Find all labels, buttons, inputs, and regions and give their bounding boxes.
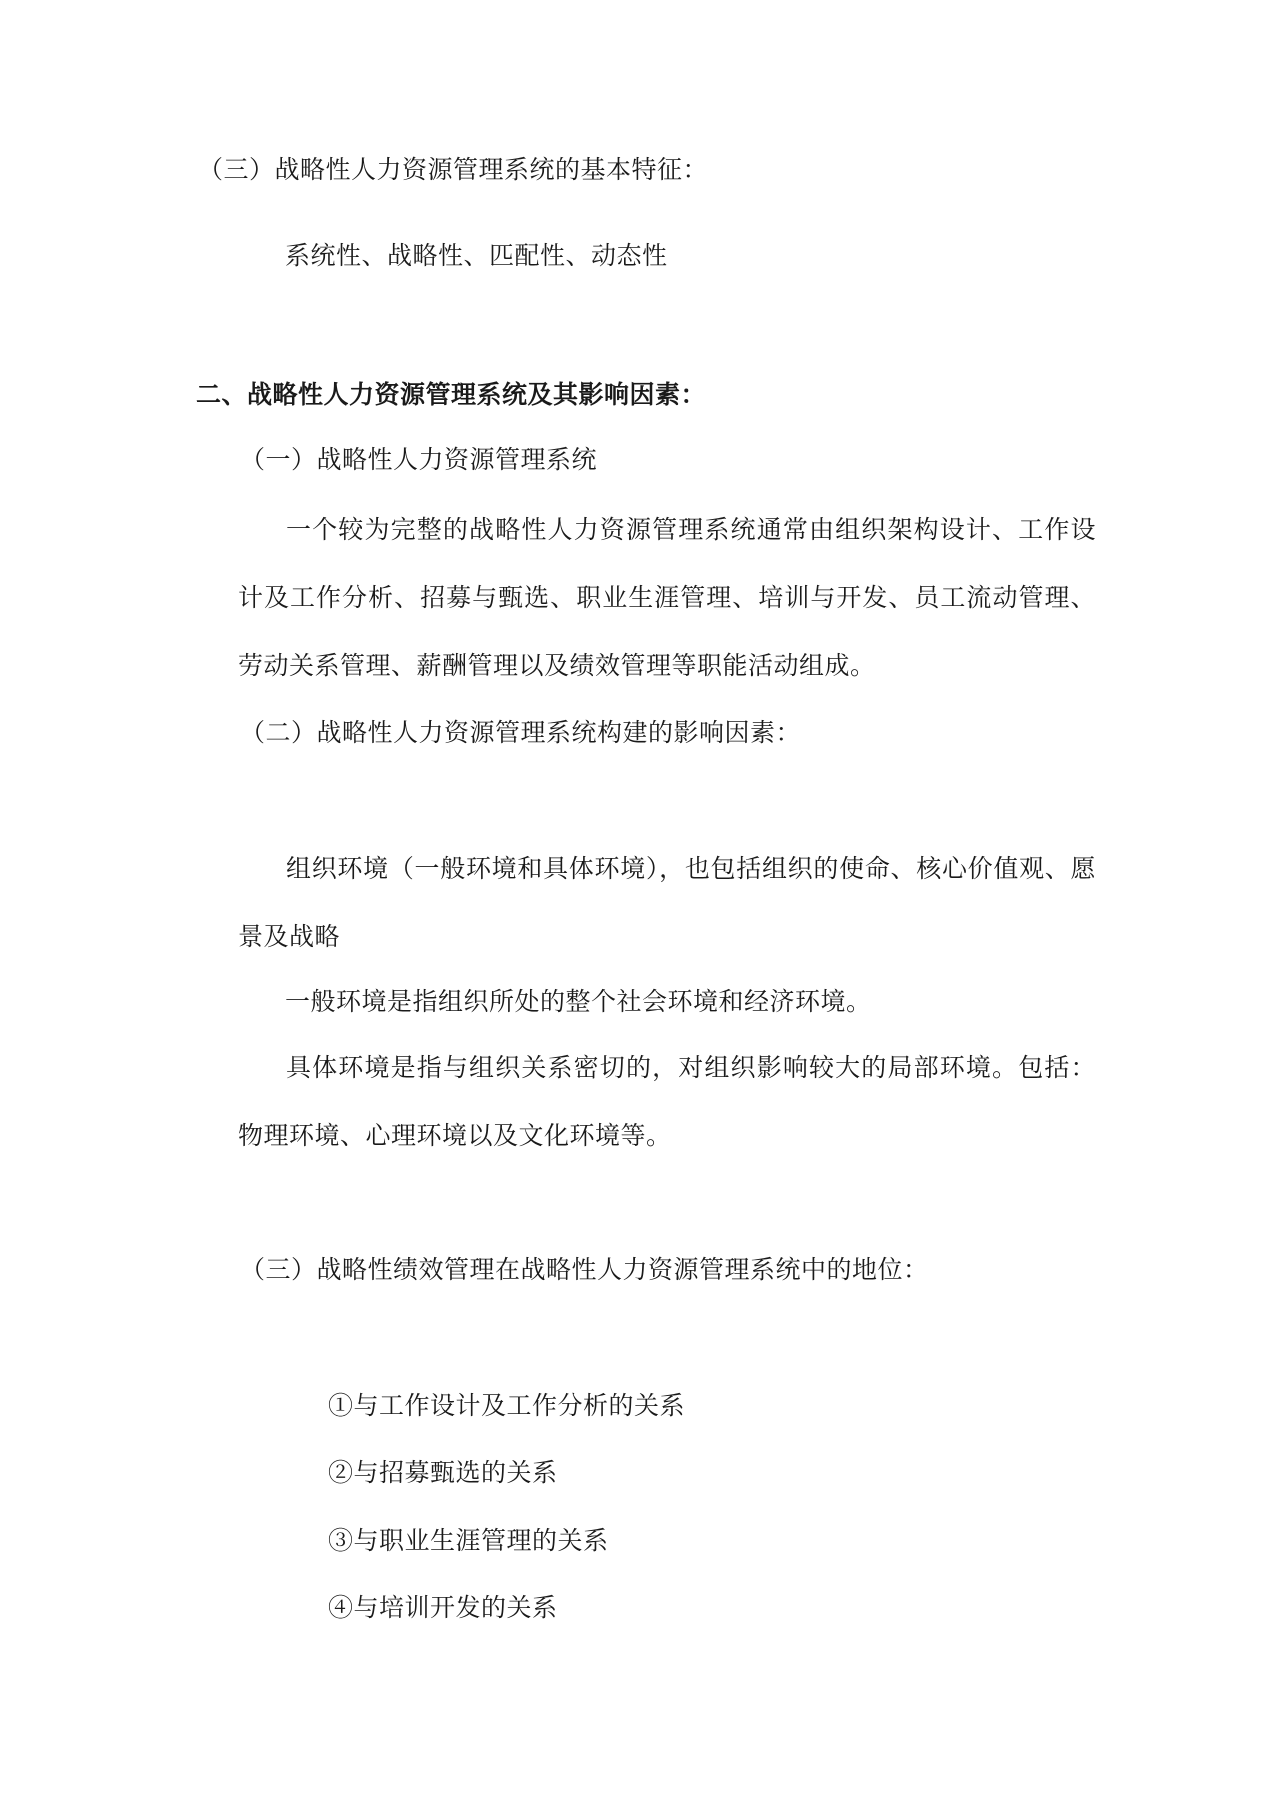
subsection-title-system: （一）战略性人力资源管理系统 xyxy=(240,445,598,474)
list-item: ④与培训开发的关系 xyxy=(328,1593,558,1622)
paragraph-general-environment: 一般环境是指组织所处的整个社会环境和经济环境。 xyxy=(285,987,872,1016)
list-item: ②与招募甄选的关系 xyxy=(328,1458,558,1487)
paragraph-specific-environment: 具体环境是指与组织关系密切的，对组织影响较大的局部环境。包括：物理环境、心理环境以及文化环境等。 xyxy=(238,1053,1096,1150)
subsection-title-performance-management: （三）战略性绩效管理在战略性人力资源管理系统中的地位： xyxy=(240,1255,929,1284)
list-item: ①与工作设计及工作分析的关系 xyxy=(328,1391,686,1420)
paragraph-organizational-environment: 组织环境（一般环境和具体环境），也包括组织的使命、核心价值观、愿景及战略 xyxy=(238,854,1096,951)
section-title-characteristics: （三）战略性人力资源管理系统的基本特征： xyxy=(198,155,709,184)
section-heading-system-factors: 二、战略性人力资源管理系统及其影响因素： xyxy=(196,380,707,409)
characteristics-list: 系统性、战略性、匹配性、动态性 xyxy=(285,241,668,270)
paragraph-system-description: 一个较为完整的战略性人力资源管理系统通常由组织架构设计、工作设计及工作分析、招募与甄选、职业生涯管理、培训与开发、员工流动管理、劳动关系管理、薪酬管理以及绩效管理等职能活动组成。 xyxy=(238,515,1096,680)
list-item: ③与职业生涯管理的关系 xyxy=(328,1526,609,1555)
subsection-title-factors: （二）战略性人力资源管理系统构建的影响因素： xyxy=(240,718,802,747)
